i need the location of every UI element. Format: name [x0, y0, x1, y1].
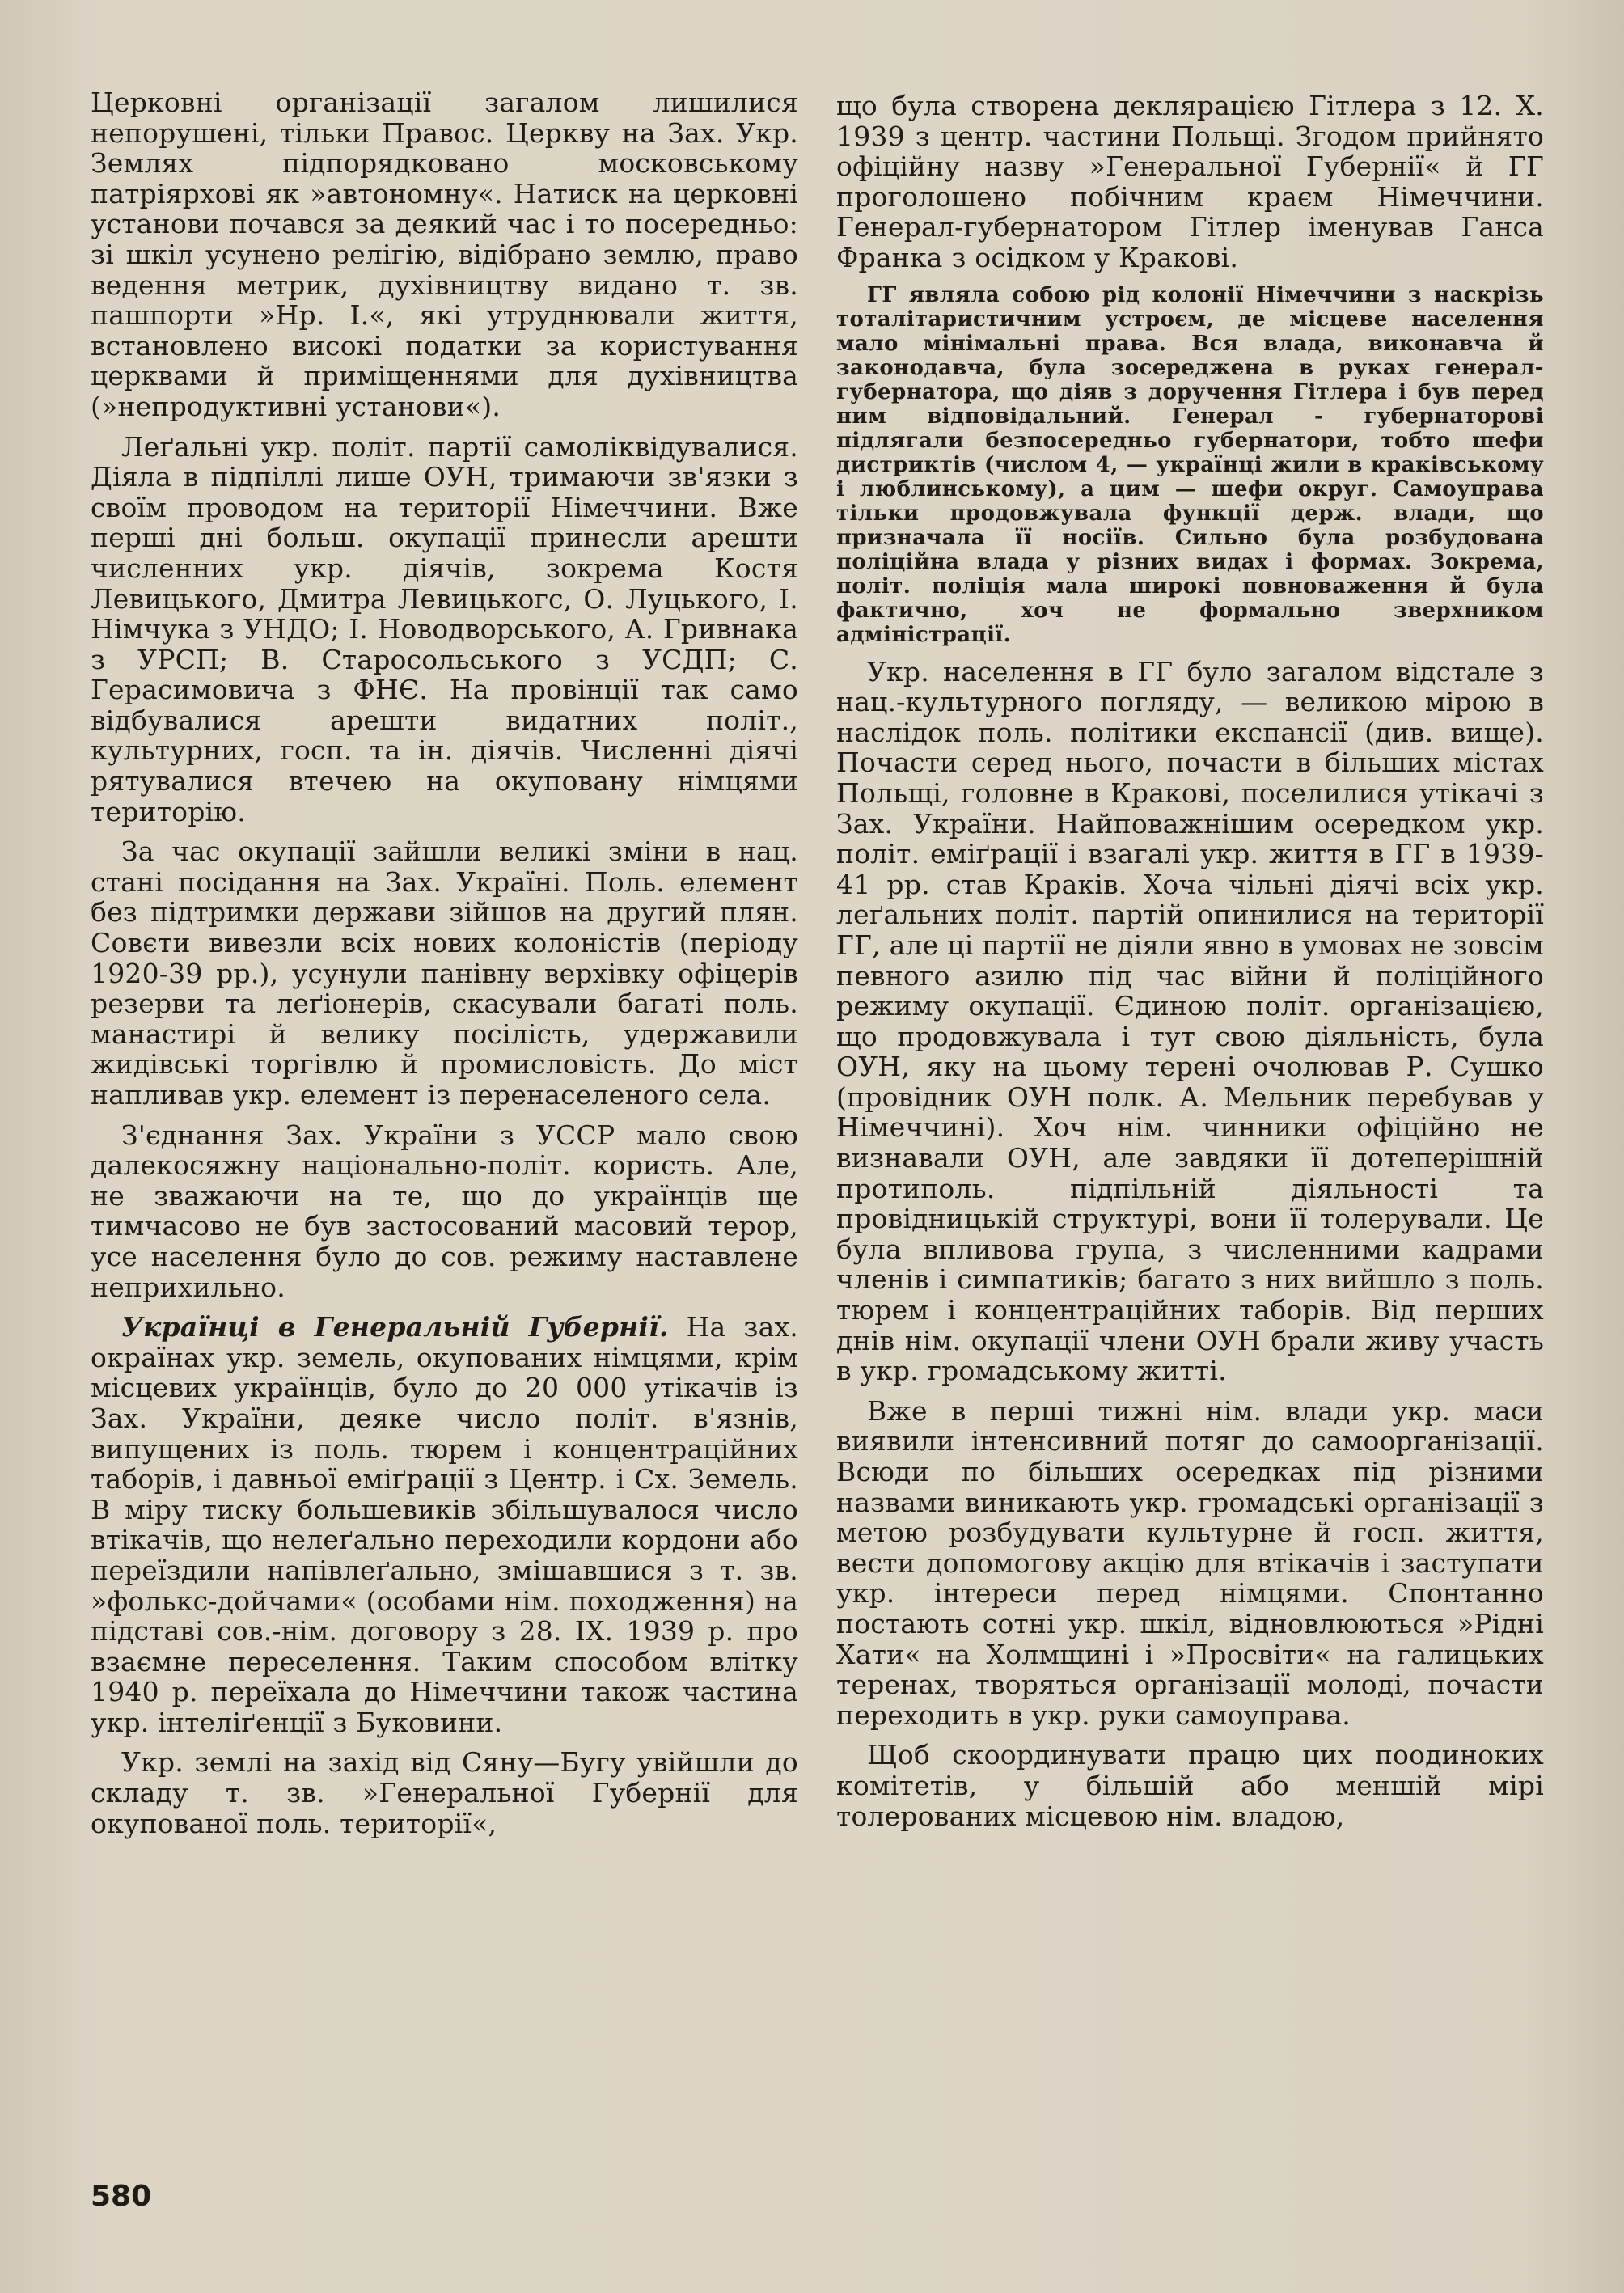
paragraph: За час окупації зайшли великі зміни в нац. стані посідання на Зах. Україні. Поль. елемент без підтримки держави зійшов на другий плян. Совєти вивезли всіх нових колоністів (періоду 1920-39 рр.), усунули панівну верхівку офіцерів резерви та леґіонерів, скасували багаті поль. манастирі й велику посілість, удержавили жидівські торгівлю й промисловість. До міст напливав укр. елемент із перенаселеного села. [91, 836, 798, 1111]
left-column [91, 87, 798, 1848]
right-column [836, 91, 1544, 1841]
paragraph: Укр. населення в ГГ було загалом відстале з нац.-культурного погляду, — великою мірою в наслідок поль. політики експансії (див. вище). Почасти серед нього, почасти в більших містах Польщі, головне в Кракові, поселилися утікачі з Зах. України. Найповажнішим осередком укр. політ. еміґрації і взагалі укр. життя в ГГ в 1939-41 рр. став Краків. Хоча чільні діячі всіх укр. леґальних політ. партій опинилися на території ГГ, але ці партії не діяли явно в умовах не зовсім певного азилю під час війни й поліційного режиму окупації. Єдиною політ. організацією, що продовжувала і тут свою діяльність, була ОУН, яку на цьому терені очолював Р. Сушко (провідник ОУН полк. А. Мельник перебував у Німеччині). Хоч нім. чинники офіційно не визнавали ОУН, але завдяки її дотеперішній протиполь. підпільній діяльності та провідницькій структурі, вони її толерували. Це була впливова група, з численними кадрами членів і симпатиків; багато з них вийшло з поль. тюрем і концентраційних таборів. Від перших днів нім. окупації члени ОУН брали живу участь в укр. громадському житті. [836, 655, 1544, 1387]
paragraph: Леґальні укр. політ. партії самоліквідувалися. Діяла в підпіллі лише ОУН, тримаючи зв'язки з своїм проводом на території Німеччини. Вже перші дні больш. окупації принесли арешти численних укр. діячів, зокрема Костя Левицького, Дмитра Левицькогс, О. Луцького, І. Німчука з УНДО; І. Новодворського, А. Гривнака з УРСП; В. Старосольського з УСДП; С. Герасимовича з ФНЄ. На провінції так само відбувалися арешти видатних політ., культурних, госп. та ін. діячів. Численні діячі рятувалися втечею на окуповану німцями територію. [91, 430, 798, 827]
paragraph-body: На зах. окраїнах укр. земель, окупованих німцями, крім місцевих українців, було до 20 000 утікачів із Зах. України, деяке число політ. в'язнів, випущених із поль. тюрем і концентраційних таборів, і давньої еміґрації з Центр. і Сх. Земель. В міру тиску большевиків збільшувалося число втікачів, що нелеґально переходили кордони або переїздили напівлеґально, змішавшися з т. зв. »фолькс-дойчами« (особами нім. походження) на підставі сов.-нім. договору з 28. IX. 1939 р. про взаємне переселення. Таким способом влітку 1940 р. переїхала до Німеччини також частина укр. інтеліґенції з Буковини. [91, 1311, 798, 1738]
paragraph: Щоб скоординувати працю цих поодиноких комітетів, у більшій або меншій мірі толерованих місцевою нім. владою, [836, 1739, 1544, 1832]
paragraph: Церковні організації загалом лишилися непорушені, тільки Правос. Церкву на Зах. Укр. Землях підпорядковано московському патріярхові як »автономну«. Натиск на церковні установи почався за деякий час і то посередньо: зі шкіл усунено релігію, відібрано землю, право ведення метрик, духівництву видано т. зв. пашпорти »Нр. І.«, які утруднювали життя, встановлено високі податки за користування церквами й приміщеннями для духівництва (»непродуктивні установи«). [91, 87, 798, 422]
small-print-paragraph: ГГ являла собою рід колонії Німеччини з наскрізь тоталітаристичним устроєм, де місцеве населення мало мінімальні права. Вся влада, виконавча й законодавча, була зосереджена в руках генерал-губернатора, що діяв з доручення Гітлера і був перед ним відповідальний. Генерал - губернаторові підлягали безпосередньо губернатори, тобто шефи дистриктів (числом 4, — українці жили в краківському і люблинському), а цим — шефи округ. Самоуправа тільки продовжувала функції держ. влади, що призначала її носіїв. Сильно була розбудована поліційна влада у різних видах і формах. Зокрема, політ. поліція мала широкі повноваження й була фактично, хоч не формально зверхником адміністрації. [836, 282, 1544, 647]
paragraph [91, 1312, 798, 1737]
paragraph: Укр. землі на захід від Сяну—Бугу увійшли до складу т. зв. »Генеральної Губернії для окупованої поль. території«, [91, 1746, 798, 1839]
paragraph: З'єднання Зах. України з УССР мало свою далекосяжну національно-політ. користь. Але, не зважаючи на те, що до українців ще тимчасово не був застосований масовий терор, усе населення було до сов. режиму наставлене неприхильно. [91, 1119, 798, 1303]
paragraph: Вже в перші тижні нім. влади укр. маси виявили інтенсивний потяг до самоорганізації. Всюди по більших осередках під різними назвами виникають укр. громадські організації з метою розбудувати культурне й госп. життя, вести допомогову акцію для втікачів і заступати укр. інтереси перед німцями. Спонтанно постають сотні укр. шкіл, відновлюються »Рідні Хати« на Холмщині і »Просвіти« на галицьких теренах, творяться організації молоді, почасти переходить в укр. руки самоуправа. [836, 1394, 1544, 1731]
paragraph: що була створена деклярацією Гітлера з 12. X. 1939 з центр. частини Польщі. Згодом прийнято офіційну назву »Генеральної Губернії« й ГГ проголошено побічним краєм Німеччини. Генерал-губернатором Гітлер іменував Ганса Франка з осідком у Кракові. [836, 90, 1544, 273]
section-heading: Українці в Генеральній Губернії. [121, 1311, 669, 1343]
page-number: 580 [91, 2180, 152, 2213]
